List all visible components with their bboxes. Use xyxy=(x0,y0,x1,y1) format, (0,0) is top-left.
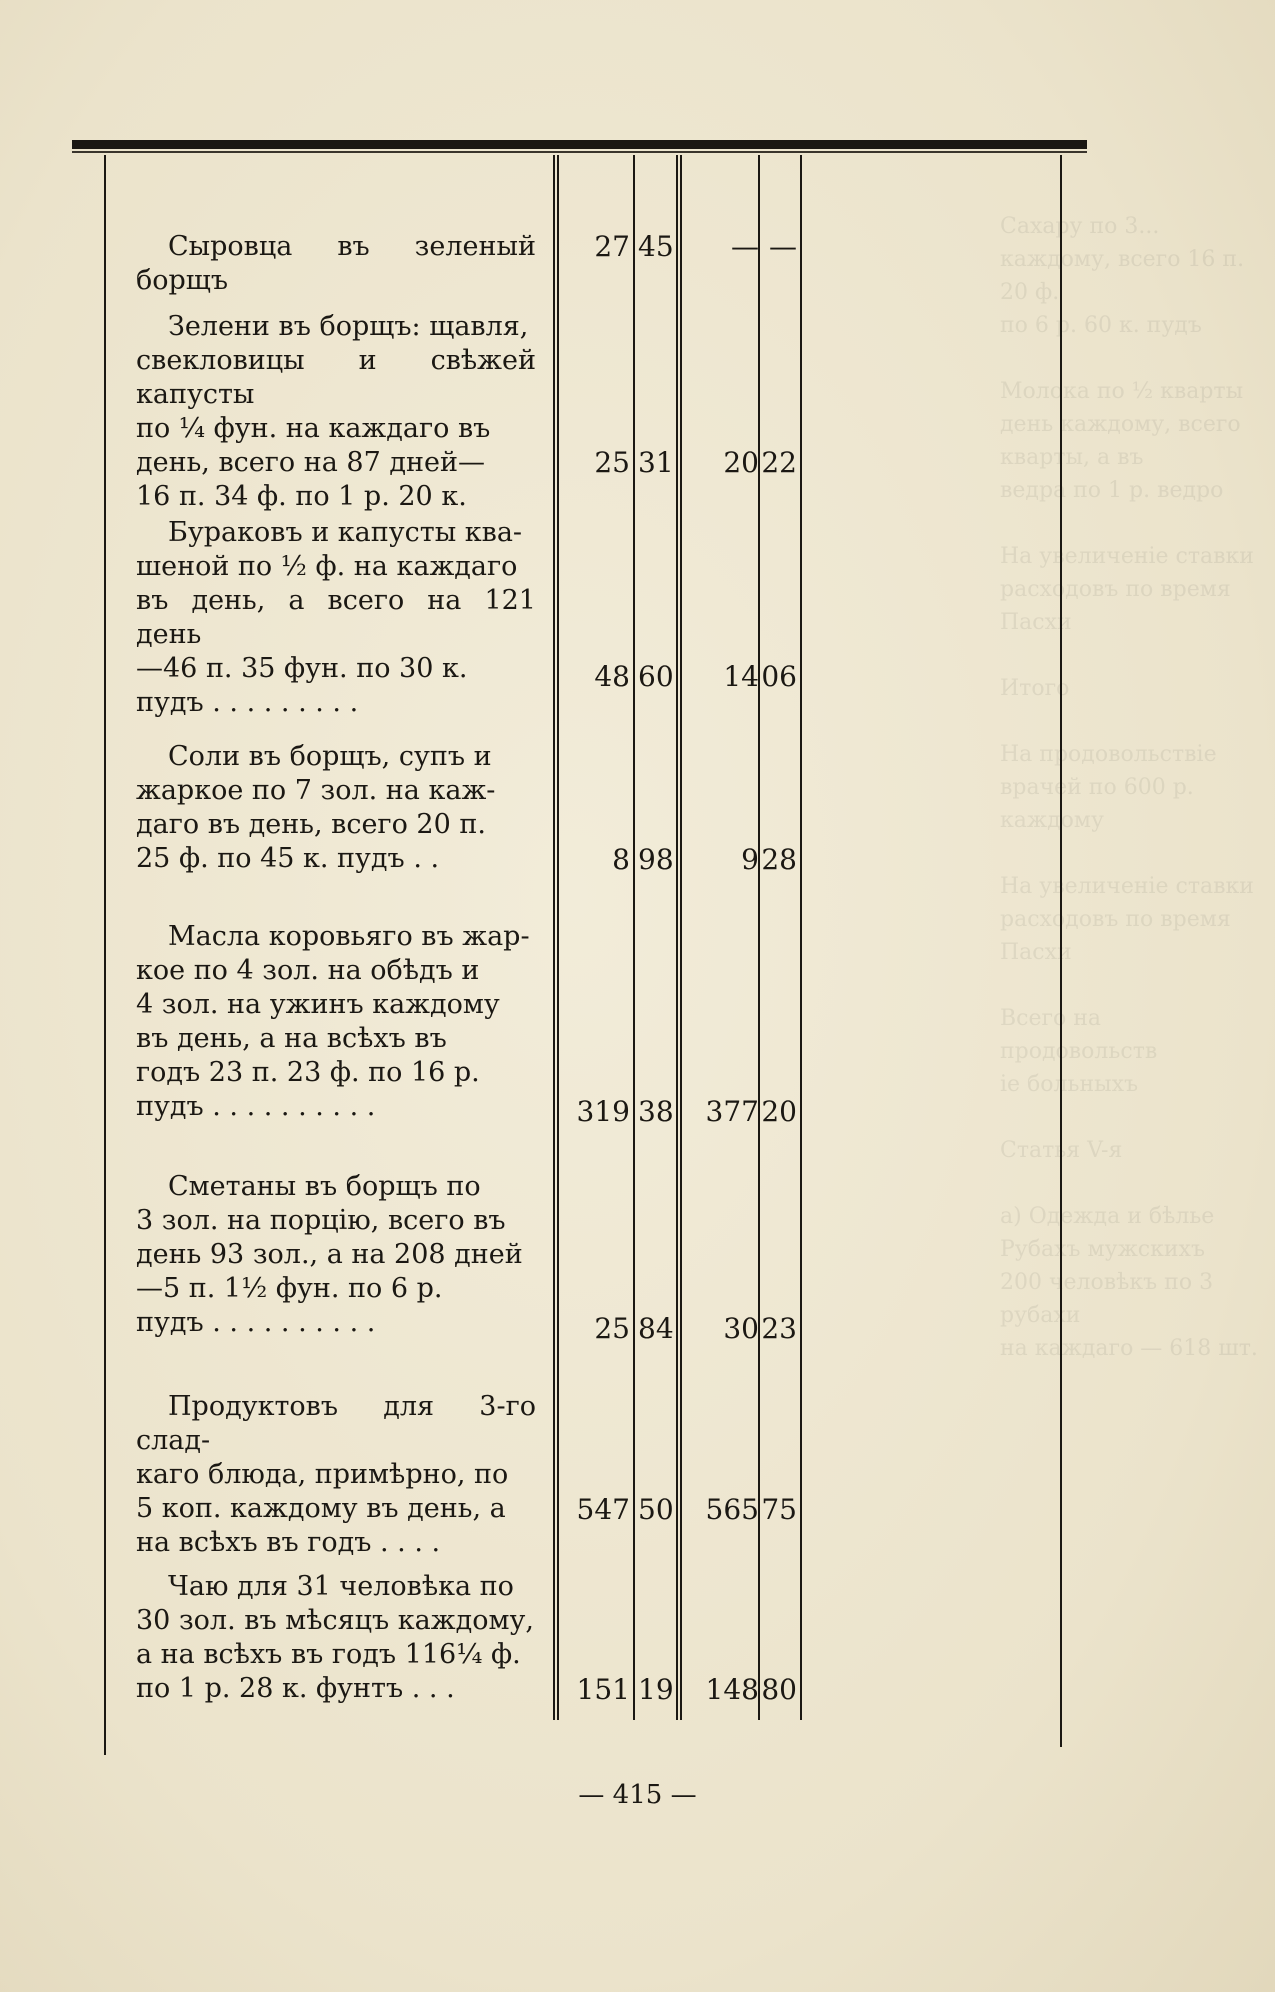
text-column-rule xyxy=(553,155,555,1720)
entry-line: годъ 23 п. 23 ф. по 16 р. xyxy=(136,1057,480,1088)
page-number: — 415 — xyxy=(578,1780,697,1810)
top-rule xyxy=(72,140,1087,149)
kopeks-2: 75 xyxy=(761,1493,797,1526)
rubles-2: 30 xyxy=(723,1312,759,1345)
kopeks-1: 31 xyxy=(638,446,674,479)
kopeks1-column-rule-inner xyxy=(680,155,682,1720)
kopeks-2: 80 xyxy=(761,1673,797,1706)
top-rule-thin xyxy=(72,151,1087,153)
entry-line: Масла коровьяго въ жар- xyxy=(168,921,530,952)
entry-line: 4 зол. на ужинъ каждому xyxy=(136,989,500,1020)
entry-soli xyxy=(136,740,536,876)
entry-zeleni xyxy=(136,310,536,514)
entry-line: Продуктовъ для 3-го слад- xyxy=(136,1391,536,1456)
entry-line: жаркое по 7 зол. на каж- xyxy=(136,775,496,806)
entry-syrovets xyxy=(136,230,536,298)
rubles-1: 151 xyxy=(576,1673,630,1706)
left-border-rule xyxy=(104,155,106,1755)
entry-line: въ день, а на всѣхъ въ xyxy=(136,1023,447,1054)
kopeks-1: 84 xyxy=(638,1312,674,1345)
entry-line: въ день, а всего на 121 день xyxy=(136,585,536,650)
entry-line: пудъ . . . . . . . . . . xyxy=(136,1307,376,1338)
entry-line: Чаю для 31 человѣка по xyxy=(168,1571,514,1602)
rubles2-column-rule xyxy=(758,155,760,1720)
entry-line: пудъ . . . . . . . . . xyxy=(136,687,359,718)
rubles-2: — xyxy=(731,230,759,263)
entry-line: свекловицы и свѣжей капусты xyxy=(136,345,536,410)
kopeks-1: 38 xyxy=(638,1095,674,1128)
entry-line: 3 зол. на порцію, всего въ xyxy=(136,1205,506,1236)
rubles-1: 8 xyxy=(612,843,630,876)
kopeks-2: 22 xyxy=(761,446,797,479)
entry-line: даго въ день, всего 20 п. xyxy=(136,809,486,840)
entry-line: 30 зол. въ мѣсяцъ каждому, xyxy=(136,1605,534,1636)
entry-line: каго блюда, примѣрно, по xyxy=(136,1459,509,1490)
entry-line: шеной по ½ ф. на каждаго xyxy=(136,551,518,582)
rubles-2: 565 xyxy=(705,1493,759,1526)
kopeks-2: 20 xyxy=(761,1095,797,1128)
kopeks2-column-rule xyxy=(800,155,802,1720)
entry-line: Бураковъ и капусты ква- xyxy=(168,517,523,548)
rubles-1: 547 xyxy=(576,1493,630,1526)
entry-line: по ¼ фун. на каждаго въ xyxy=(136,413,491,444)
entry-line: —5 п. 1½ фун. по 6 р. xyxy=(136,1273,443,1304)
entry-chayu xyxy=(136,1570,536,1706)
entry-line: 5 коп. каждому въ день, а xyxy=(136,1493,506,1524)
entry-line: Сыровца въ зеленый борщъ xyxy=(136,231,536,296)
entry-line: на всѣхъ въ годъ . . . . xyxy=(136,1527,441,1558)
entry-line: —46 п. 35 фун. по 30 к. xyxy=(136,653,468,684)
kopeks-1: 50 xyxy=(638,1493,674,1526)
rubles-2: 14 xyxy=(723,660,759,693)
rubles-1: 319 xyxy=(576,1095,630,1128)
rubles-1: 25 xyxy=(594,1312,630,1345)
entry-line: Сметаны въ борщъ по xyxy=(168,1171,481,1202)
rubles-2: 20 xyxy=(723,446,759,479)
entry-line: а на всѣхъ въ годъ 116¼ ф. xyxy=(136,1639,521,1670)
entry-line: день, всего на 87 дней— xyxy=(136,447,485,478)
right-border-rule xyxy=(1060,155,1062,1747)
entry-burakov xyxy=(136,516,536,720)
entry-masla xyxy=(136,920,536,1124)
entry-line: пудъ . . . . . . . . . . xyxy=(136,1091,376,1122)
rubles-1: 25 xyxy=(594,446,630,479)
kopeks-2: 28 xyxy=(761,843,797,876)
kopeks-2: — xyxy=(769,230,797,263)
entry-smetany xyxy=(136,1170,536,1340)
entry-produktov xyxy=(136,1390,536,1560)
kopeks-1: 19 xyxy=(638,1673,674,1706)
kopeks-1: 98 xyxy=(638,843,674,876)
entry-line: Зелени въ борщъ: щавля, xyxy=(168,311,529,342)
kopeks-2: 06 xyxy=(761,660,797,693)
entry-line: кое по 4 зол. на обѣдъ и xyxy=(136,955,480,986)
kopeks-1: 60 xyxy=(638,660,674,693)
entry-line: по 1 р. 28 к. фунтъ . . . xyxy=(136,1673,455,1704)
rubles-1: 27 xyxy=(594,230,630,263)
rubles-1: 48 xyxy=(594,660,630,693)
rubles-2: 377 xyxy=(705,1095,759,1128)
entry-line: 25 ф. по 45 к. пудъ . . xyxy=(136,843,440,874)
entry-line: Соли въ борщъ, супъ и xyxy=(168,741,492,772)
kopeks-2: 23 xyxy=(761,1312,797,1345)
kopeks-1: 45 xyxy=(638,230,674,263)
rubles1-column-rule xyxy=(633,155,635,1720)
entry-line: день 93 зол., а на 208 дней xyxy=(136,1239,523,1270)
kopeks1-column-rule xyxy=(676,155,678,1720)
text-column-rule-inner xyxy=(557,155,559,1720)
rubles-2: 148 xyxy=(705,1673,759,1706)
rubles-2: 9 xyxy=(741,843,759,876)
entry-line: 16 п. 34 ф. по 1 р. 20 к. xyxy=(136,481,467,512)
